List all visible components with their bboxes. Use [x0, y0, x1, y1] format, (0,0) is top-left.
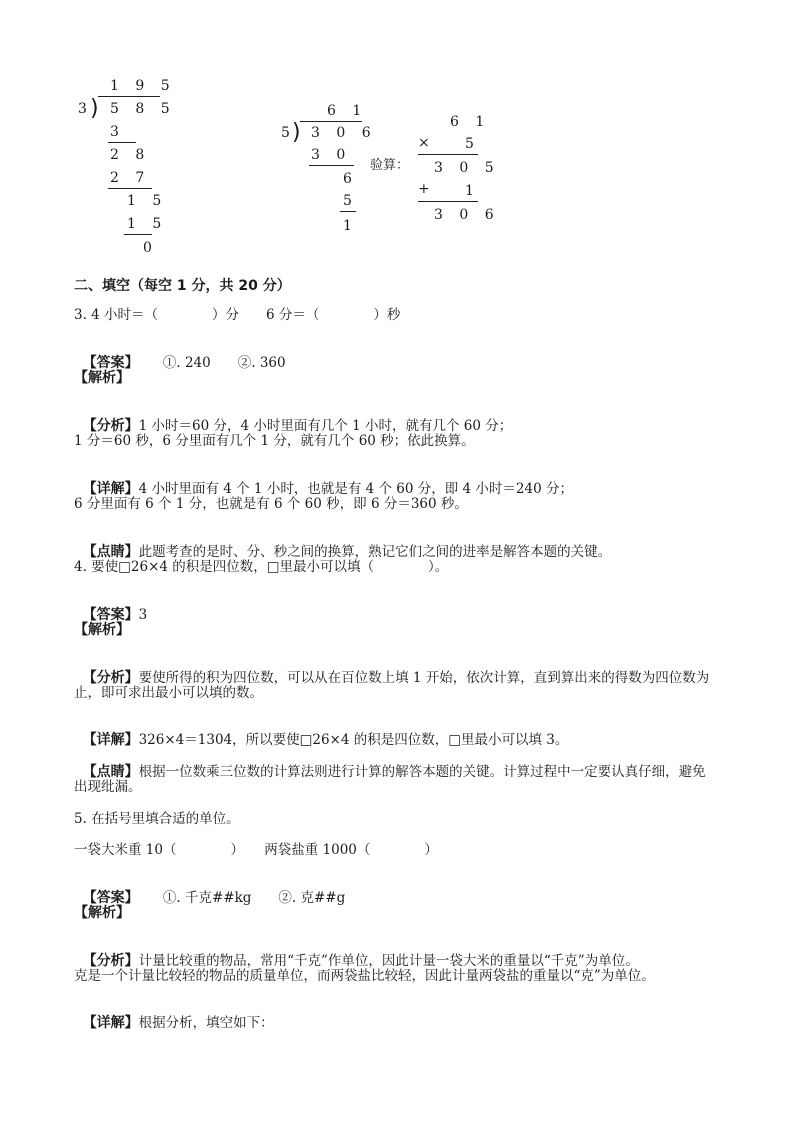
fenxi-tag: 【分析】 [82, 418, 139, 434]
xiangjie-tag: 【详解】 [82, 732, 139, 748]
analysis-tag: 【解析】 [74, 905, 130, 921]
product: 3 0 5 [434, 160, 500, 176]
answer-tag: 【答案】 [82, 355, 132, 371]
multiplicand: 6 1 [450, 114, 491, 130]
analysis-tag: 【解析】 [74, 622, 130, 638]
detail-line: 【详解】根据分析，填空如下： [82, 1015, 274, 1031]
xiangjie-tag: 【详解】 [82, 1015, 139, 1031]
final-remainder: 0 [143, 240, 158, 256]
analysis-line: 克是一个计量比较轻的物品的质量单位，而两袋盐比较轻，因此计量两袋盐的重量以“克”为单位。 [74, 968, 655, 984]
answer-row [74, 874, 345, 906]
detail-line: 6 分里面有 6 个 1 分，也就是有 6 个 60 秒，即 6 分＝360 秒。 [74, 496, 468, 512]
divisor: 5 [281, 125, 296, 141]
answer-tag: 【答案】 [82, 607, 139, 623]
analysis-line: 止，即可求出最小可以填的数。 [74, 685, 263, 701]
division-bar [300, 121, 362, 122]
fenxi-tag: 【分析】 [82, 953, 139, 969]
step-line [108, 142, 136, 143]
analysis-line: 1 分＝60 秒，6 分里面有几个 1 分，就有几个 60 秒；依此换算。 [74, 433, 475, 449]
fenxi-tag: 【分析】 [82, 670, 139, 686]
product-line [418, 154, 478, 155]
step-product: 1 5 [127, 216, 168, 232]
step-remainder: 6 [343, 171, 358, 187]
question-5: 5. 在括号里填合适的单位。 [74, 811, 240, 827]
times-sign: × [418, 135, 430, 151]
step-remainder: 2 8 [110, 147, 151, 163]
question-3: 3. 4 小时＝（ ）分 6 分＝（ ）秒 [74, 307, 401, 323]
dianjing-tag: 【点睛】 [82, 544, 139, 560]
step-line [124, 234, 152, 235]
quotient: 6 1 [327, 103, 368, 119]
final-remainder: 1 [343, 218, 358, 234]
answer-row [74, 339, 286, 371]
sum: 3 0 6 [434, 207, 500, 223]
detail-line: 【详解】4 小时里面有 4 个 1 小时，也就是有 4 个 60 分，即 4 小时＝240 分； [82, 481, 573, 497]
division-bracket: ) [90, 96, 99, 121]
remainder-addend: 1 [465, 183, 480, 199]
analysis-line: 【分析】计量比较重的物品，常用“千克”作单位，因此计量一袋大米的重量以“千克”为单位。 [82, 953, 639, 969]
dividend: 3 0 6 [311, 125, 377, 141]
division-bracket: ) [292, 120, 301, 145]
step-line [340, 211, 356, 212]
tip-line: 【点睛】根据一位数乘三位数的计算法则进行计算的解答本题的关键。计算过程中一定要认真仔细，避免 [82, 764, 706, 780]
step-product: 3 [110, 124, 125, 140]
tip-line: 【点睛】此题考查的是时、分、秒之间的换算，熟记它们之间的进率是解答本题的关键。 [82, 544, 612, 560]
quotient: 1 9 5 [110, 78, 176, 94]
divisor: 3 [78, 101, 93, 117]
answer-text: 3 [138, 607, 148, 623]
xiangjie-tag: 【详解】 [82, 481, 139, 497]
check-label: 验算： [370, 158, 410, 173]
step-product: 5 [343, 193, 358, 209]
dividend: 5 8 5 [110, 101, 176, 117]
plus-sign: + [418, 181, 430, 197]
section-title: 二、填空（每空 1 分，共 20 分） [74, 278, 291, 294]
division-bar [98, 96, 160, 97]
question-4: 4. 要使□26×4 的积是四位数，□里最小可以填（ ）。 [74, 559, 449, 575]
sum-line [418, 201, 478, 202]
tip-line: 出现纰漏。 [74, 779, 142, 795]
answer-text: ①. 240 ②. 360 [162, 355, 286, 371]
analysis-line: 【分析】1 小时＝60 分，4 小时里面有几个 1 小时，就有几个 60 分； [82, 418, 513, 434]
step-line [108, 188, 152, 189]
step-line [309, 165, 354, 166]
analysis-line: 【分析】要使所得的积为四位数，可以从在百位数上填 1 开始，依次计算，直到算出来的得数为四位数为 [82, 670, 710, 686]
analysis-tag: 【解析】 [74, 370, 130, 386]
step-product: 2 7 [110, 170, 151, 186]
step-product: 3 0 [311, 147, 352, 163]
step-remainder: 1 5 [127, 193, 168, 209]
dianjing-tag: 【点睛】 [82, 764, 139, 780]
answer-text: ①. 千克##kg ②. 克##g [162, 890, 346, 906]
multiplier: 5 [465, 136, 480, 152]
answer-row [74, 591, 147, 623]
question-5-blanks: 一袋大米重 10（ ） 两袋盐重 1000（ ） [74, 842, 438, 858]
detail-line: 【详解】326×4＝1304，所以要使□26×4 的积是四位数，□里最小可以填 3。 [82, 732, 569, 748]
answer-tag: 【答案】 [82, 890, 132, 906]
